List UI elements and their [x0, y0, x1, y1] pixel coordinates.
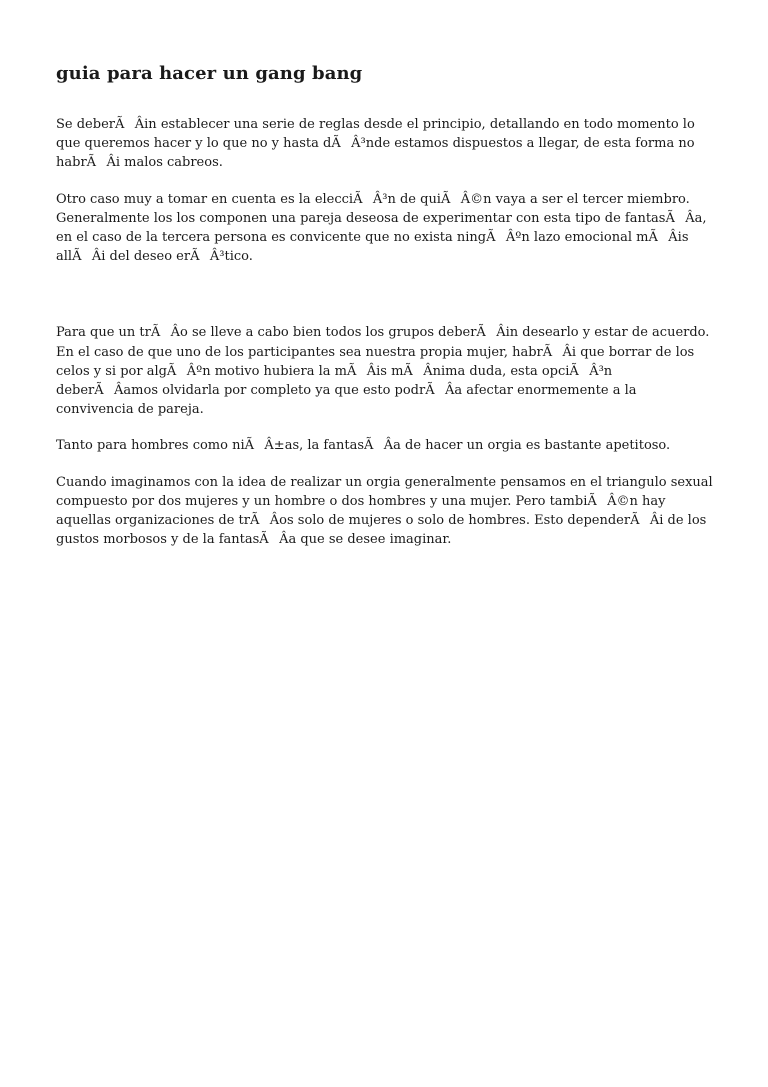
document-title: guia para hacer un gang bang [56, 63, 363, 84]
paragraph-acuerdo: Para que un trÃÂo se lleve a cabo bien todos los grupos deberÃÂin desearlo y estar de acuerdo. En el caso de que uno de los participantes sea nuestra propia mujer, habrÃÂi que borrar de los celos y si por algÃÂºn motivo hubiera la mÃÂis mÃÂnima duda, esta opciÃÂ³n deberÃÂamos olvidarla por completo ya que esto podrÃÂa afectar enormemente a la convivencia de pareja. [56, 325, 710, 418]
paragraph-tercer-miembro: Otro caso muy a tomar en cuenta es la elecciÃÂ³n de quiÃÂ©n vaya a ser el tercer miembro. Generalmente los los componen una pareja deseosa de experimentar con esta tipo de fantasÃÂa, en el caso de la tercera persona es convicente que no exista ningÃÂºn lazo emocional mÃÂis allÃÂi del deseo erÃÂ³tico. [56, 191, 707, 265]
paragraph-fantasia: Tanto para hombres como niÃÂ±as, la fantasÃÂa de hacer un orgia es bastante apetitoso. [56, 438, 671, 454]
paragraph-reglas: Se deberÃÂin establecer una serie de reglas desde el principio, detallando en todo momento lo que queremos hacer y lo que no y hasta dÃÂ³nde estamos dispuestos a llegar, de esta forma no habrÃÂi malos cabreos. [56, 117, 695, 171]
paragraph-triangulo: Cuando imaginamos con la idea de realizar un orgia generalmente pensamos en el triangulo sexual compuesto por dos mujeres y un hombre o dos hombres y una mujer. Pero tambiÃÂ©n hay aquellas organizaciones de trÃÂos solo de mujeres o solo de hombres. Esto dependerÃÂi de los gustos morbosos y de la fantasÃÂa que se desee imaginar. [56, 474, 713, 548]
document-body [56, 60, 716, 549]
